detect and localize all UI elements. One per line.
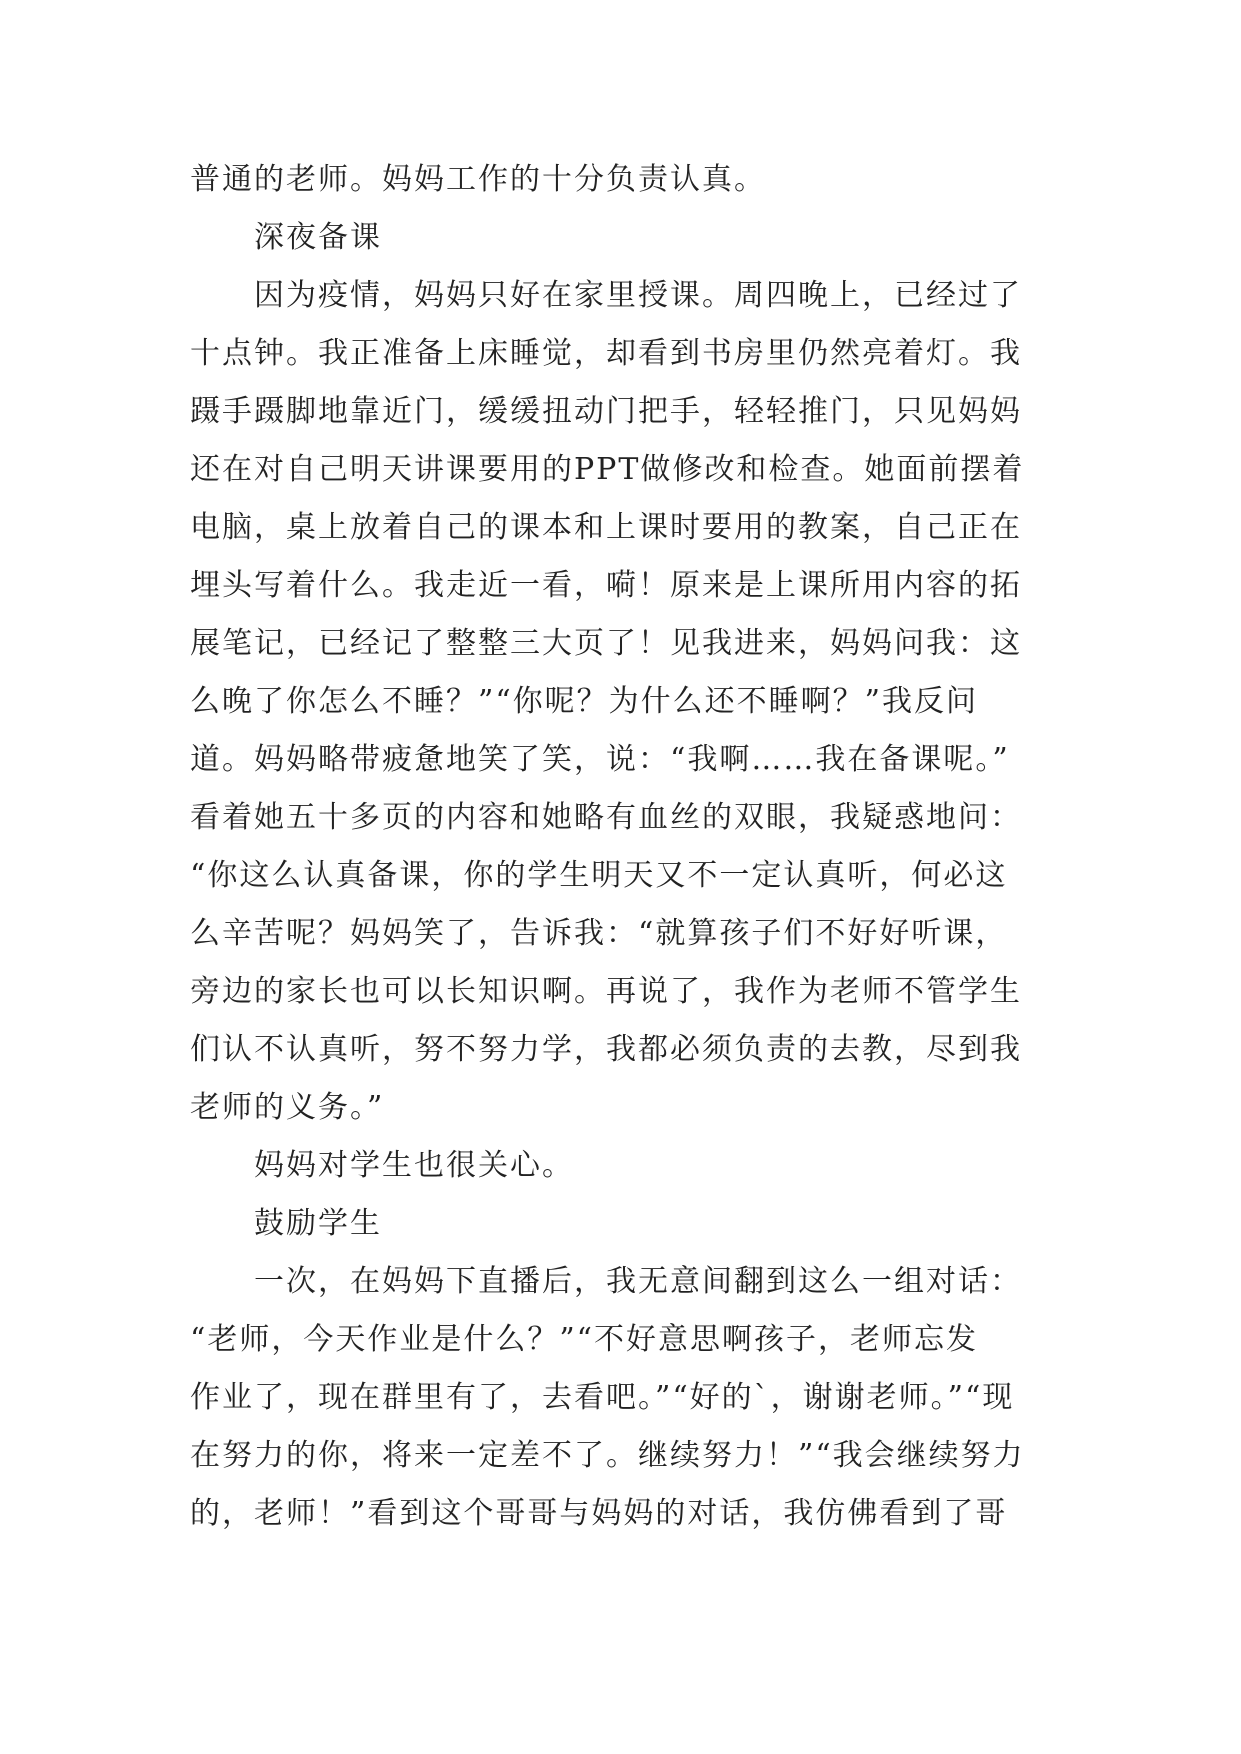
text-line: 么辛苦呢？妈妈笑了，告诉我：“就算孩子们不好好听课，: [190, 916, 1008, 951]
document-page: [190, 151, 1052, 1543]
text-line: 作业了，现在群里有了，去看吧。”“好的`，谢谢老师。”“现: [190, 1380, 1015, 1415]
text-line: 还在对自己明天讲课要用的PPT做修改和检查。她面前摆着: [190, 452, 1025, 487]
text-line: 看着她五十多页的内容和她略有血丝的双眼，我疑惑地问：: [190, 800, 1022, 835]
text-line: 埋头写着什么。我走近一看，嗬！原来是上课所用内容的拓: [190, 568, 1022, 603]
text-line: 一次，在妈妈下直播后，我无意间翻到这么一组对话：: [254, 1264, 1022, 1299]
text-line: 在努力的你，将来一定差不了。继续努力！”“我会继续努力: [190, 1438, 1025, 1473]
text-line: 们认不认真听，努不努力学，我都必须负责的去教，尽到我: [190, 1032, 1022, 1067]
text-line: 老师的义务。”: [190, 1090, 385, 1125]
text-line: 么晚了你怎么不睡？”“你呢？为什么还不睡啊？”我反问: [190, 684, 979, 719]
section-heading: 深夜备课: [254, 220, 382, 255]
text-line: 展笔记，已经记了整整三大页了！见我进来，妈妈问我：这: [190, 626, 1022, 661]
text-line: “老师，今天作业是什么？”“不好意思啊孩子，老师忘发: [190, 1322, 979, 1357]
text-line: “你这么认真备课，你的学生明天又不一定认真听，何必这: [190, 858, 1008, 893]
text-line: 妈妈对学生也很关心。: [254, 1148, 574, 1183]
text-line: 因为疫情，妈妈只好在家里授课。周四晚上，已经过了: [254, 278, 1022, 313]
text-line: 道。妈妈略带疲惫地笑了笑，说：“我啊……我在备课呢。”: [190, 742, 1010, 777]
text-line: 旁边的家长也可以长知识啊。再说了，我作为老师不管学生: [190, 974, 1022, 1009]
text-line: 电脑，桌上放着自己的课本和上课时要用的教案，自己正在: [190, 510, 1022, 545]
text-line: 蹑手蹑脚地靠近门，缓缓扭动门把手，轻轻推门，只见妈妈: [190, 394, 1022, 429]
text-line: 十点钟。我正准备上床睡觉，却看到书房里仍然亮着灯。我: [190, 336, 1022, 371]
text-line: 普通的老师。妈妈工作的十分负责认真。: [190, 162, 766, 197]
text-line: 的，老师！”看到这个哥哥与妈妈的对话，我仿佛看到了哥: [190, 1496, 1008, 1531]
section-heading: 鼓励学生: [254, 1206, 382, 1241]
